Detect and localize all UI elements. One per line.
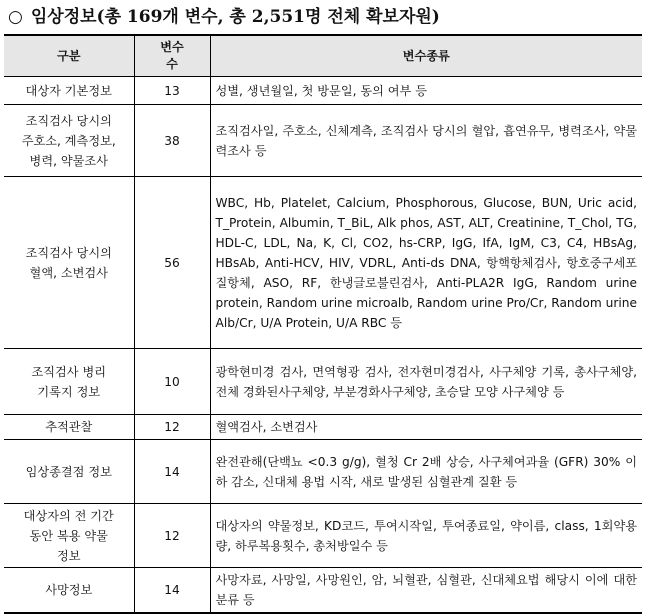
row-count: 56 (134, 177, 210, 349)
row-variables: 혈액검사, 소변검사 (210, 415, 642, 440)
row-count: 13 (134, 77, 210, 105)
row-count: 38 (134, 105, 210, 177)
row-category: 대상자의 전 기간 동안 복용 약물 정보 (4, 504, 134, 568)
table-row (4, 568, 642, 614)
row-count: 12 (134, 415, 210, 440)
row-variables: 성별, 생년월일, 첫 방문일, 동의 여부 등 (210, 77, 642, 105)
row-count: 14 (134, 568, 210, 614)
header-category: 구분 (4, 35, 134, 77)
table-row (4, 177, 642, 349)
table-row (4, 105, 642, 177)
row-variables: 조직검사일, 주호소, 신체계측, 조직검사 당시의 혈압, 흡연유무, 병력조사, 약물력조사 등 (210, 105, 642, 177)
table-row (4, 504, 642, 568)
table-row (4, 77, 642, 105)
section-title (8, 2, 440, 27)
row-count: 12 (134, 504, 210, 568)
table-row (4, 415, 642, 440)
row-count: 10 (134, 349, 210, 415)
clinical-variables-table (4, 34, 642, 614)
table-row (4, 349, 642, 415)
row-variables: 사망자료, 사망일, 사망원인, 암, 뇌혈관, 심혈관, 신대체요법 해당시 이에 대한 분류 등 (210, 568, 642, 614)
header-variables: 변수종류 (210, 35, 642, 77)
row-variables: 대상자의 약물정보, KD코드, 투여시작일, 투여종료일, 약이름, class, 1회약용량, 하루복용횟수, 총처방일수 등 (210, 504, 642, 568)
row-category: 조직검사 병리 기록지 정보 (4, 349, 134, 415)
row-category: 사망정보 (4, 568, 134, 614)
title-bullet: ○ (8, 7, 23, 27)
row-category: 임상종결점 정보 (4, 440, 134, 504)
table-header-row (4, 35, 642, 77)
row-variables: WBC, Hb, Platelet, Calcium, Phosphorous, Glucose, BUN, Uric acid, T_Protein, Albumin, T_BiL, Alk phos, AST, ALT, Creatinine, T_Chol, TG, HDL-C, LDL, Na, K, Cl, CO2, hs-CRP, IgG, IfA, IgM, C3, C4, HBsAg, HBsAb, Anti-HCV, HIV, VDRL, Anti-ds DNA, 항핵항체검사, 항호중구세포질항체, ASO, RF, 한냉글로불린검사, Anti-PLA2R IgG, Random urine protein, Random urine microalb, Random urine Pro/Cr, Random urine Alb/Cr, U/A Protein, U/A RBC 등 (210, 177, 642, 349)
row-category: 대상자 기본정보 (4, 77, 134, 105)
header-count: 변수 수 (134, 35, 210, 77)
row-variables: 광학현미경 검사, 면역형광 검사, 전자현미경검사, 사구체양 기록, 총사구체양, 전체 경화된사구체양, 부분경화사구체양, 초승달 모양 사구체양 등 (210, 349, 642, 415)
row-count: 14 (134, 440, 210, 504)
row-category: 추적관찰 (4, 415, 134, 440)
row-variables: 완전관해(단백뇨 <0.3 g/g), 혈청 Cr 2배 상승, 사구체여과율 (GFR) 30% 이하 감소, 신대체 용법 시작, 새로 발생된 심혈관계 질환 등 (210, 440, 642, 504)
table-row (4, 440, 642, 504)
title-text: 임상정보(총 169개 변수, 총 2,551명 전체 확보자원) (30, 7, 440, 27)
row-category: 조직검사 당시의 혈액, 소변검사 (4, 177, 134, 349)
row-category: 조직검사 당시의 주호소, 계측정보, 병력, 약물조사 (4, 105, 134, 177)
